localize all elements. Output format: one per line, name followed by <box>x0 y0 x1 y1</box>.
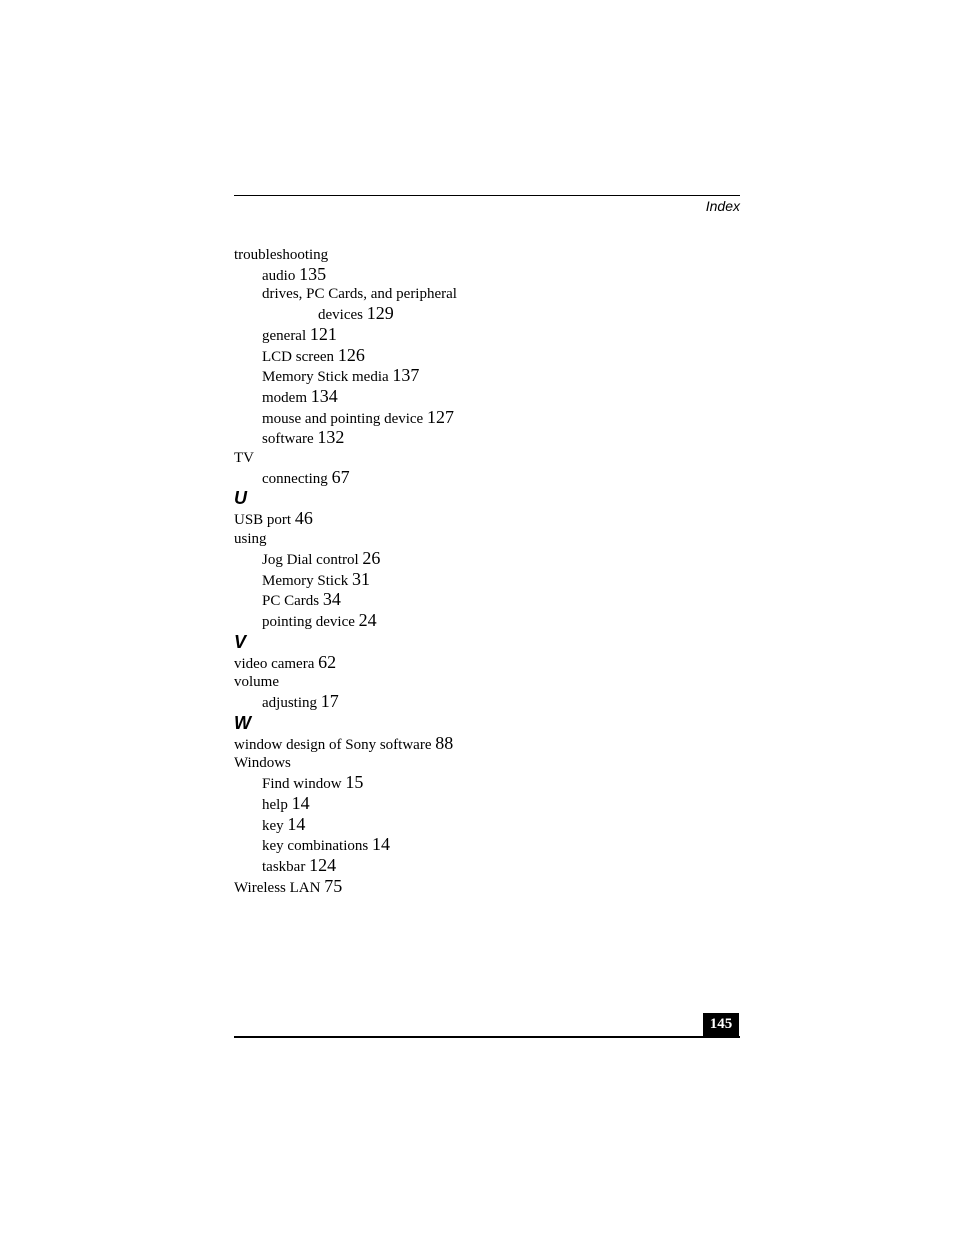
index-entry <box>234 509 714 530</box>
index-entry <box>234 692 714 713</box>
index-entry <box>234 590 714 611</box>
index-page-ref[interactable]: 14 <box>371 834 390 855</box>
index-term: using <box>234 531 267 548</box>
index-entry <box>234 815 714 836</box>
index-entry <box>234 246 714 265</box>
index-term: troubleshooting <box>234 247 329 263</box>
index-page-ref[interactable]: 88 <box>435 732 454 753</box>
index-entry <box>234 773 714 794</box>
index-page-ref[interactable]: 46 <box>294 508 313 529</box>
index-entry <box>234 468 714 489</box>
index-term: pointing device <box>262 613 355 630</box>
index-letter-heading: W <box>234 712 251 733</box>
index-page-ref[interactable]: 24 <box>358 609 377 630</box>
index-term: PC Cards <box>262 593 320 610</box>
index-entry <box>234 734 714 755</box>
index-entry <box>234 304 714 325</box>
index-entry <box>234 653 714 674</box>
index-page-ref[interactable]: 127 <box>426 406 454 427</box>
index-entry <box>234 877 714 898</box>
index-page-ref[interactable]: 31 <box>352 568 370 589</box>
index-term: key <box>262 817 284 834</box>
index-entry <box>234 449 714 468</box>
index-page-ref[interactable]: 132 <box>317 427 345 448</box>
index-entry <box>234 794 714 815</box>
index-entry <box>234 754 714 773</box>
index-entry <box>234 366 714 387</box>
index-term: Memory Stick media <box>262 369 389 386</box>
index-page-ref[interactable]: 62 <box>318 651 337 672</box>
index-entry <box>234 387 714 408</box>
index-page-ref[interactable]: 15 <box>345 772 364 793</box>
header-rule <box>234 195 740 196</box>
index-page-ref[interactable]: 14 <box>287 813 306 834</box>
index-term: drives, PC Cards, and peripheral <box>262 286 457 303</box>
index-page-ref[interactable]: 135 <box>299 263 327 284</box>
index-term: Windows <box>234 755 291 772</box>
index-entry <box>234 530 714 549</box>
index-term: Jog Dial control <box>262 551 359 568</box>
index-entry <box>234 856 714 877</box>
index-term: audio <box>262 267 296 284</box>
index-term: volume <box>234 674 279 691</box>
index-entry <box>234 408 714 429</box>
index-page-ref[interactable]: 67 <box>331 466 350 487</box>
index-term: mouse and pointing device <box>262 410 424 427</box>
index-term: adjusting <box>262 695 317 712</box>
page-number: 145 <box>703 1013 739 1037</box>
index-term: help <box>262 796 288 813</box>
index-page-ref[interactable]: 126 <box>337 344 365 365</box>
index-term: modem <box>262 389 307 406</box>
running-header: Index <box>705 198 740 214</box>
index-term: TV <box>234 450 254 467</box>
index-entry <box>234 570 714 591</box>
index-term: general <box>262 327 307 344</box>
index-term: Memory Stick <box>262 572 349 589</box>
index-term: Wireless LAN <box>234 879 321 896</box>
index-page-ref[interactable]: 137 <box>392 365 420 386</box>
index-entry <box>234 285 714 304</box>
index-entry <box>234 325 714 346</box>
index-term: devices <box>318 307 363 324</box>
index-entry <box>234 673 714 692</box>
index-term: Find window <box>262 776 342 793</box>
index-page-ref[interactable]: 121 <box>309 323 337 344</box>
index-term: LCD screen <box>262 348 335 365</box>
index-entry <box>234 835 714 856</box>
index-page-ref[interactable]: 134 <box>310 385 338 406</box>
index-term: video camera <box>234 655 315 672</box>
index-page-ref[interactable]: 124 <box>309 854 337 875</box>
index-term: USB port <box>234 512 292 529</box>
index-term: taskbar <box>262 858 306 875</box>
index-entry <box>234 265 714 286</box>
index-entry <box>234 549 714 570</box>
index-term: software <box>262 431 314 448</box>
index-entry <box>234 346 714 367</box>
footer-rule <box>234 1036 740 1038</box>
index-page-ref[interactable]: 75 <box>324 875 343 896</box>
index-term: window design of Sony software <box>234 736 432 753</box>
index-entry <box>234 428 714 449</box>
index-page-ref[interactable]: 26 <box>362 547 381 568</box>
index-letter-heading: U <box>234 488 247 509</box>
index-entry <box>234 611 714 632</box>
index-page-ref[interactable]: 14 <box>291 792 310 813</box>
index-term: connecting <box>262 470 328 487</box>
index-page-ref[interactable]: 129 <box>366 303 394 324</box>
index-list <box>234 246 714 897</box>
index-letter-heading: V <box>234 631 247 652</box>
index-term: key combinations <box>262 838 369 855</box>
index-page-ref[interactable]: 17 <box>320 691 339 712</box>
index-page-ref[interactable]: 34 <box>322 589 341 610</box>
